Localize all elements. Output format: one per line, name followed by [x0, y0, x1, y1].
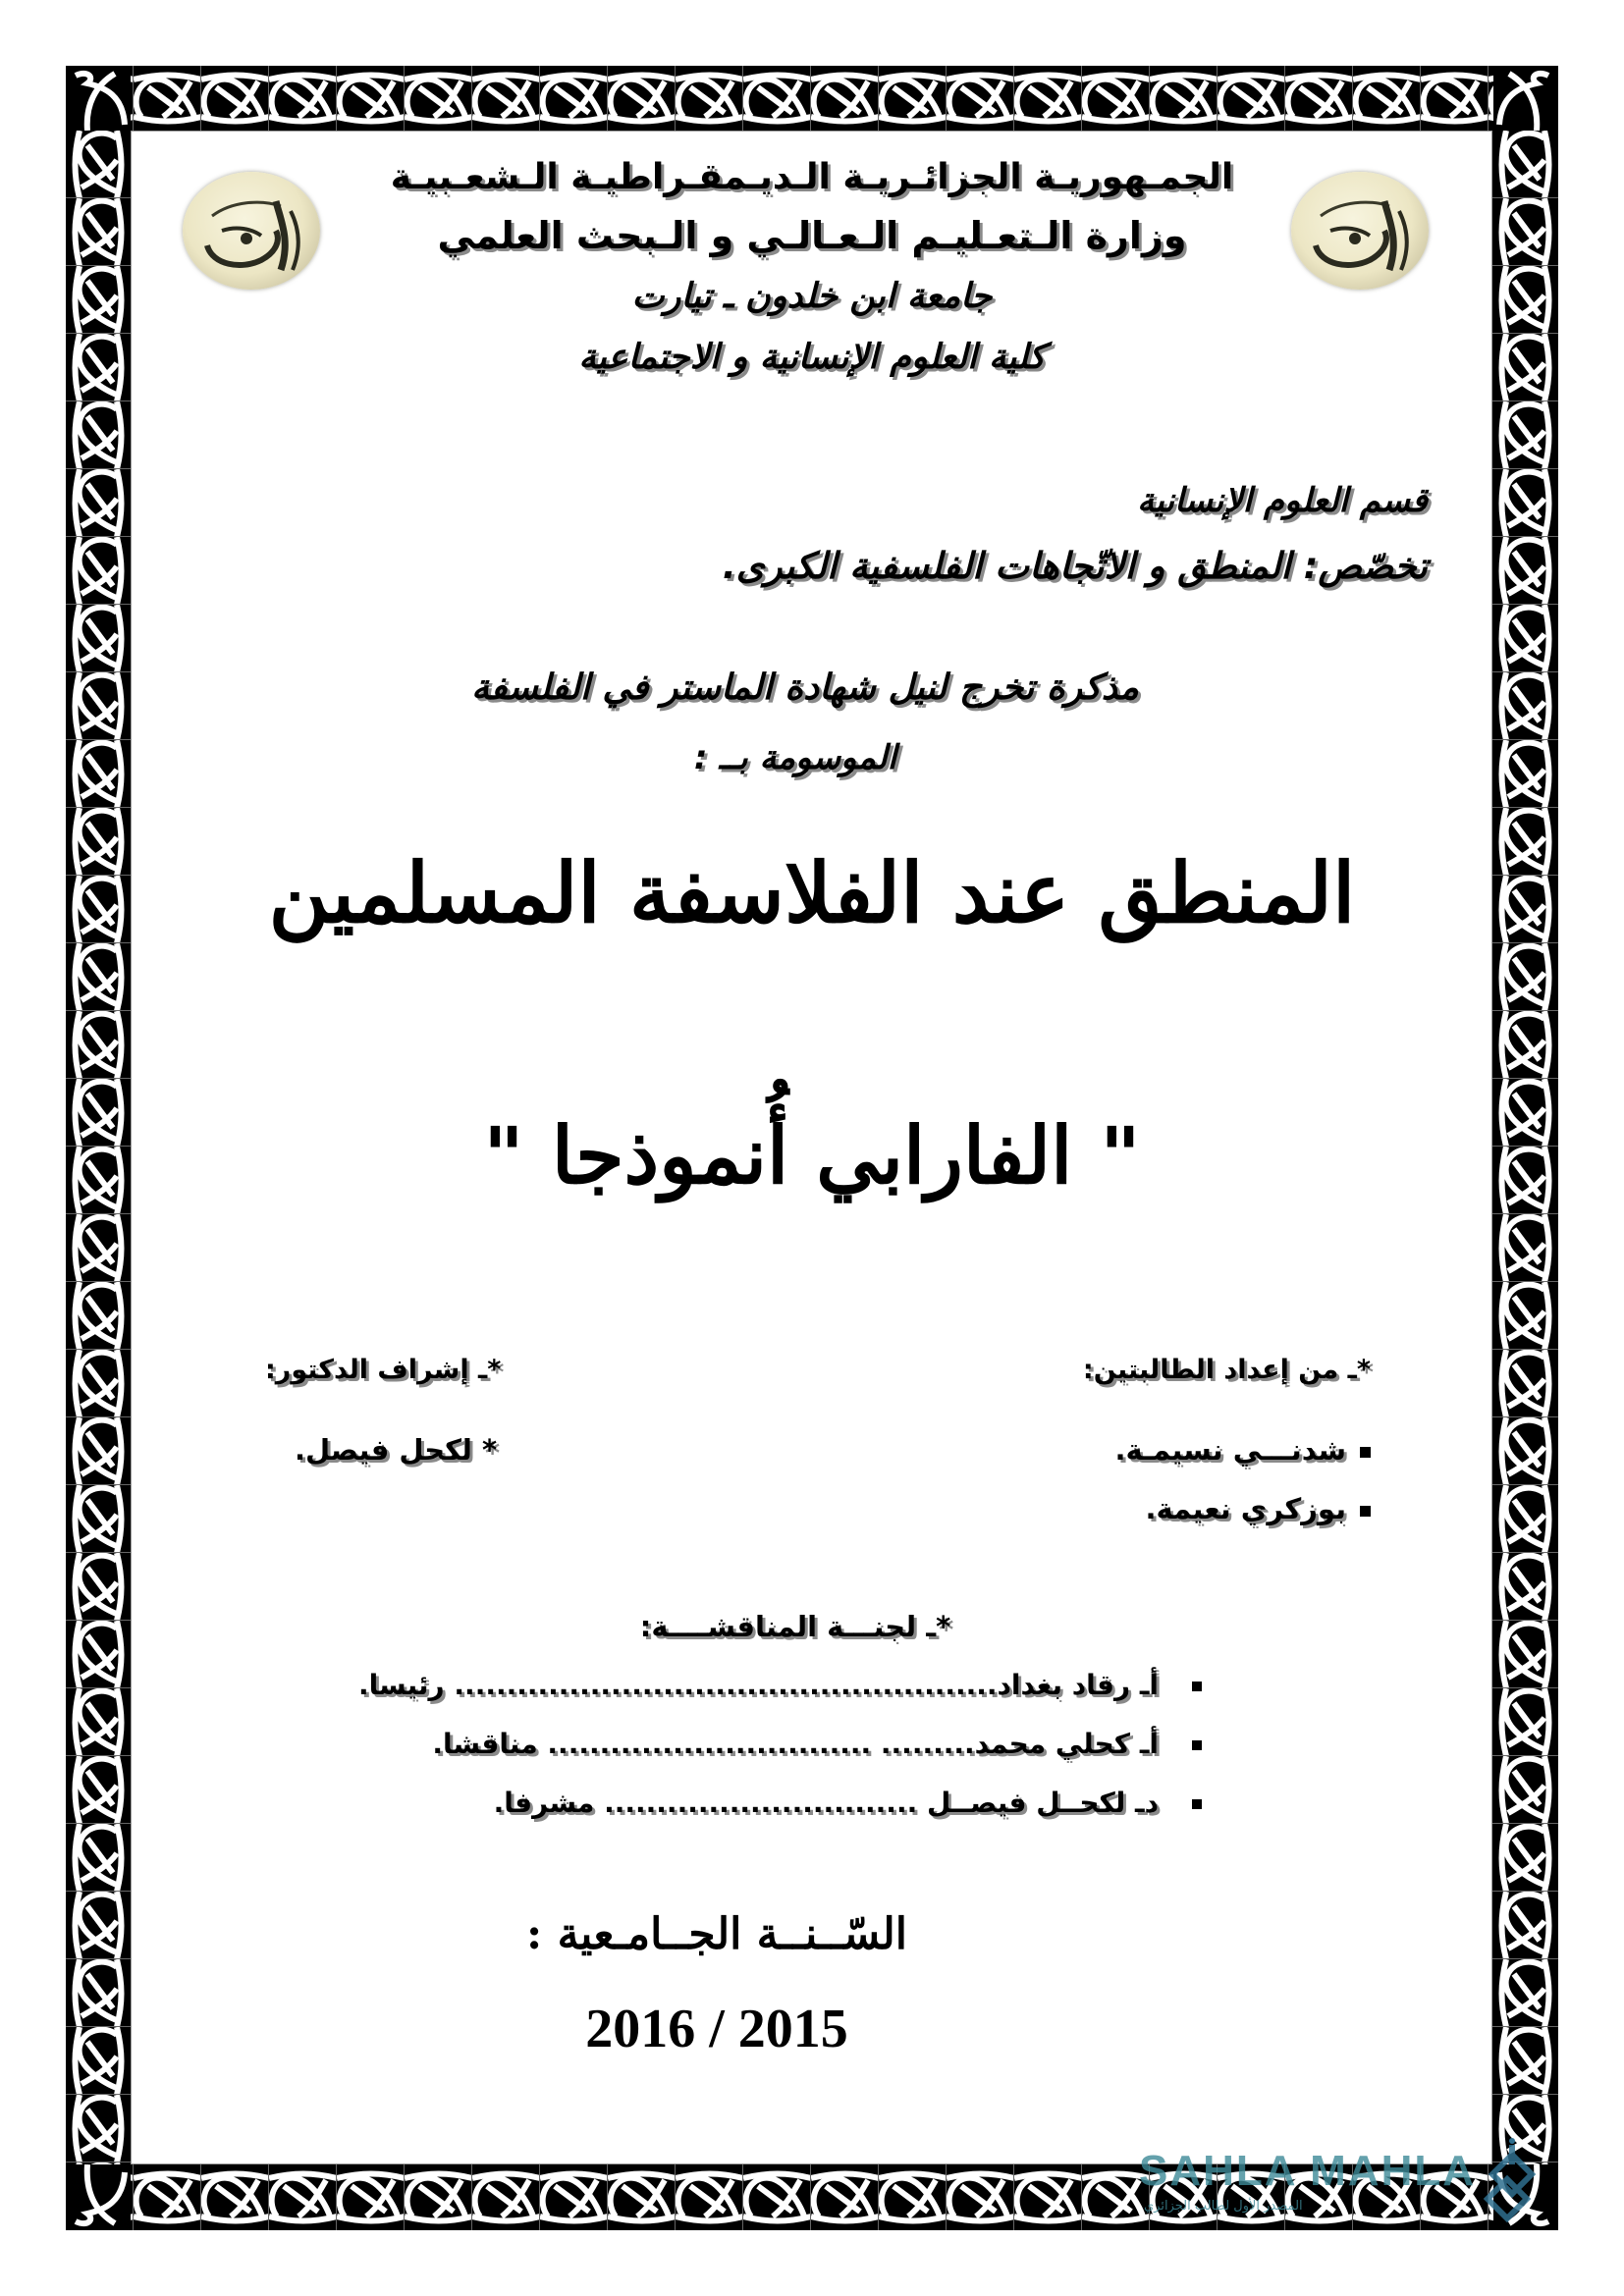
committee-member: دـ لكحــل فيصــل .............................. مشرفا. — [494, 1787, 1202, 1819]
thesis-subtitle: " الفارابي أُنموذجا " — [483, 1109, 1141, 1201]
university-heading: جامعة ابن خلدون ـ تيارت — [631, 277, 993, 316]
committee-member: أـ كحلي محمد......... ............................... مناقشا. — [432, 1728, 1202, 1760]
thesis-title: المنطق عند الفلاسفة المسلمين — [268, 844, 1356, 941]
academic-year-value: 2016 / 2015 — [585, 1999, 848, 2059]
watermark-tagline: المصدر الأول لطالب الجزائري — [1144, 2199, 1303, 2214]
border-top-knots — [66, 66, 1558, 131]
specialty: تخصّص: المنطق و الاتّجاهات الفلسفية الكبرى. — [722, 545, 1428, 587]
committee-member: أـ رقاد بغداد.................................................... رئيسا. — [358, 1669, 1202, 1701]
faculty-heading: كلية العلوم الإنسانية و الاجتماعية — [578, 338, 1046, 377]
committee-label: *ـ لجنـــة المناقشــــة: — [639, 1610, 951, 1643]
student-item: بوزكري نعيمة. — [1146, 1492, 1372, 1525]
bullet-icon — [1192, 1682, 1202, 1691]
supervisor-label: *ـ إشراف الدكتور: — [265, 1355, 502, 1385]
bullet-icon — [1192, 1799, 1202, 1809]
bullet-icon — [1360, 1447, 1371, 1458]
students-label: *ـ من إعداد الطالبتين: — [1082, 1355, 1371, 1385]
watermark-brand: SAHLA MAHLA — [1139, 2147, 1476, 2195]
ministry-heading: وزارة الـتعـليـم الـعـالـي و الـبحث العلمي — [437, 214, 1187, 257]
memo-description: مذكرة تخرج لنيل شهادة الماستر في الفلسفة — [471, 667, 1139, 708]
student-item: شدنـــي نسيمـة. — [1114, 1433, 1371, 1467]
department-name: قسم العلوم الإنسانية — [1137, 481, 1428, 520]
bullet-icon — [1192, 1740, 1202, 1750]
bullet-icon — [1360, 1506, 1371, 1517]
watermark-logo-icon — [1478, 2135, 1546, 2227]
academic-year-label: السّــنــة الجــامـعية : — [526, 1909, 907, 1959]
memo-titled: الموسومة بــ : — [693, 738, 897, 777]
republic-heading: الجمـهوريـة الجزائـريـة الـديـمقـراطيـة الـشعـبيـة — [390, 157, 1234, 197]
supervisor-name: * لكحل فيصل. — [295, 1433, 498, 1467]
